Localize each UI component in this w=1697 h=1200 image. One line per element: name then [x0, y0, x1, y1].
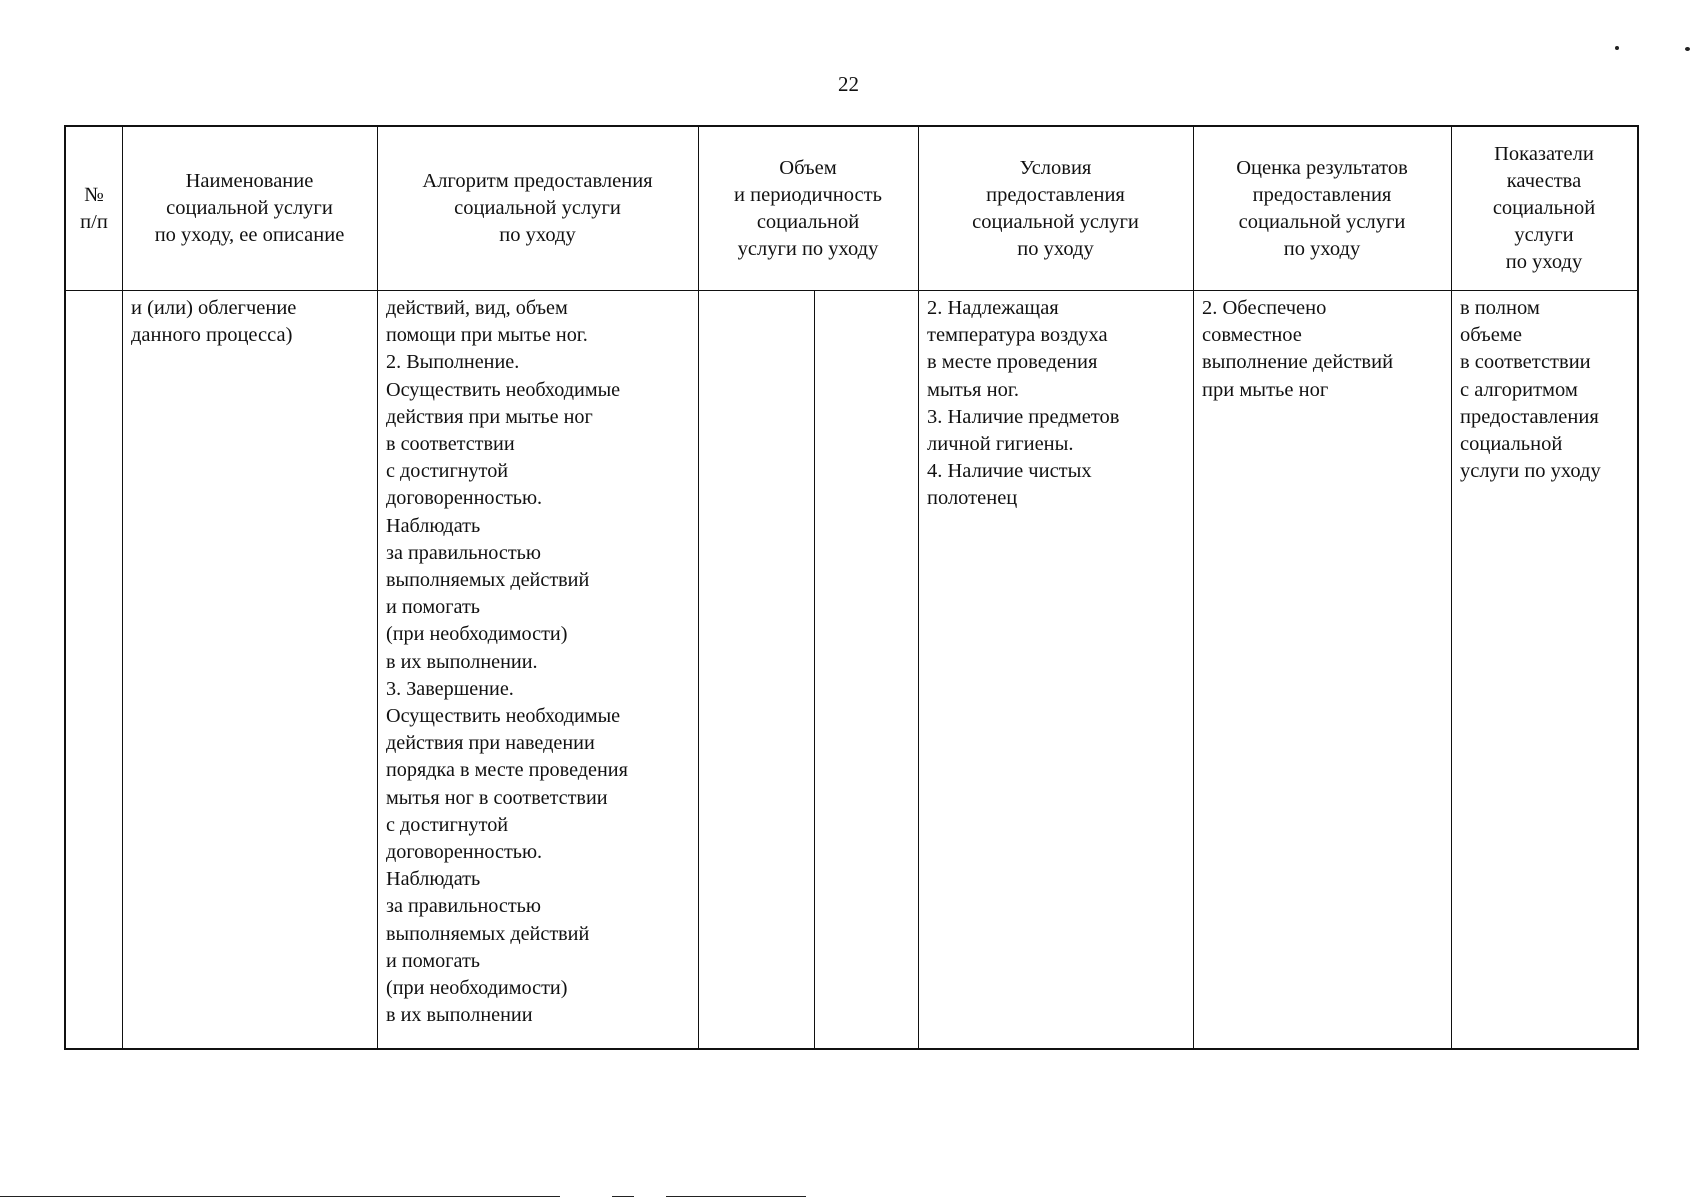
scan-edge-line — [612, 1196, 634, 1197]
header-number: № п/п — [80, 183, 108, 233]
row-algorithm: действий, вид, объем помощи при мытье ног. 2. Выполнение. Осуществить необходимые действия при мытье ног в соответствии с достигнутой договоренностью. Наблюдать за правильностью выполняемых действий и помогать (при необходимости) в их выполнении. 3. Завершение. Осуществить необходимые действия при наведении порядка в месте проведения мытья ног в соответствии с достигнутой договоренностью. Наблюдать за правильностью выполняемых действий и помогать (при необходимости) в их выполнении — [386, 297, 628, 1027]
scan-edge-line — [0, 1196, 560, 1197]
header-volume-periodicity: Объем и периодичность социальной услуги по уходу — [734, 156, 882, 260]
header-quality-indicators: Показатели качества социальной услуги по уходу — [1492, 143, 1596, 273]
row-evaluation: 2. Обеспечено совместное выполнение действий при мытье ног — [1202, 297, 1394, 401]
header-evaluation: Оценка результатов предоставления социальной услуги по уходу — [1236, 156, 1408, 260]
header-service-name: Наименование социальной услуги по уходу, ее описание — [154, 170, 345, 246]
row-service-name: и (или) облегчение данного процесса) — [131, 297, 297, 347]
header-divider — [66, 290, 1637, 291]
header-conditions: Условия предоставления социальной услуги по уходу — [972, 156, 1139, 260]
row-quality-indicators: в полном объеме в соответствии с алгоритмом предоставления социальной услуги по уходу — [1460, 297, 1601, 483]
scan-edge-line — [666, 1196, 806, 1197]
service-table — [64, 125, 1639, 1050]
scan-speck — [1615, 46, 1619, 50]
scan-speck — [1685, 47, 1690, 51]
volume-subcolumn-divider — [814, 291, 815, 1048]
row-conditions: 2. Надлежащая температура воздуха в месте проведения мытья ног. 3. Наличие предметов личной гигиены. 4. Наличие чистых полотенец — [927, 297, 1120, 510]
header-algorithm: Алгоритм предоставления социальной услуги по уходу — [422, 170, 653, 246]
page-number: 22 — [838, 72, 859, 96]
